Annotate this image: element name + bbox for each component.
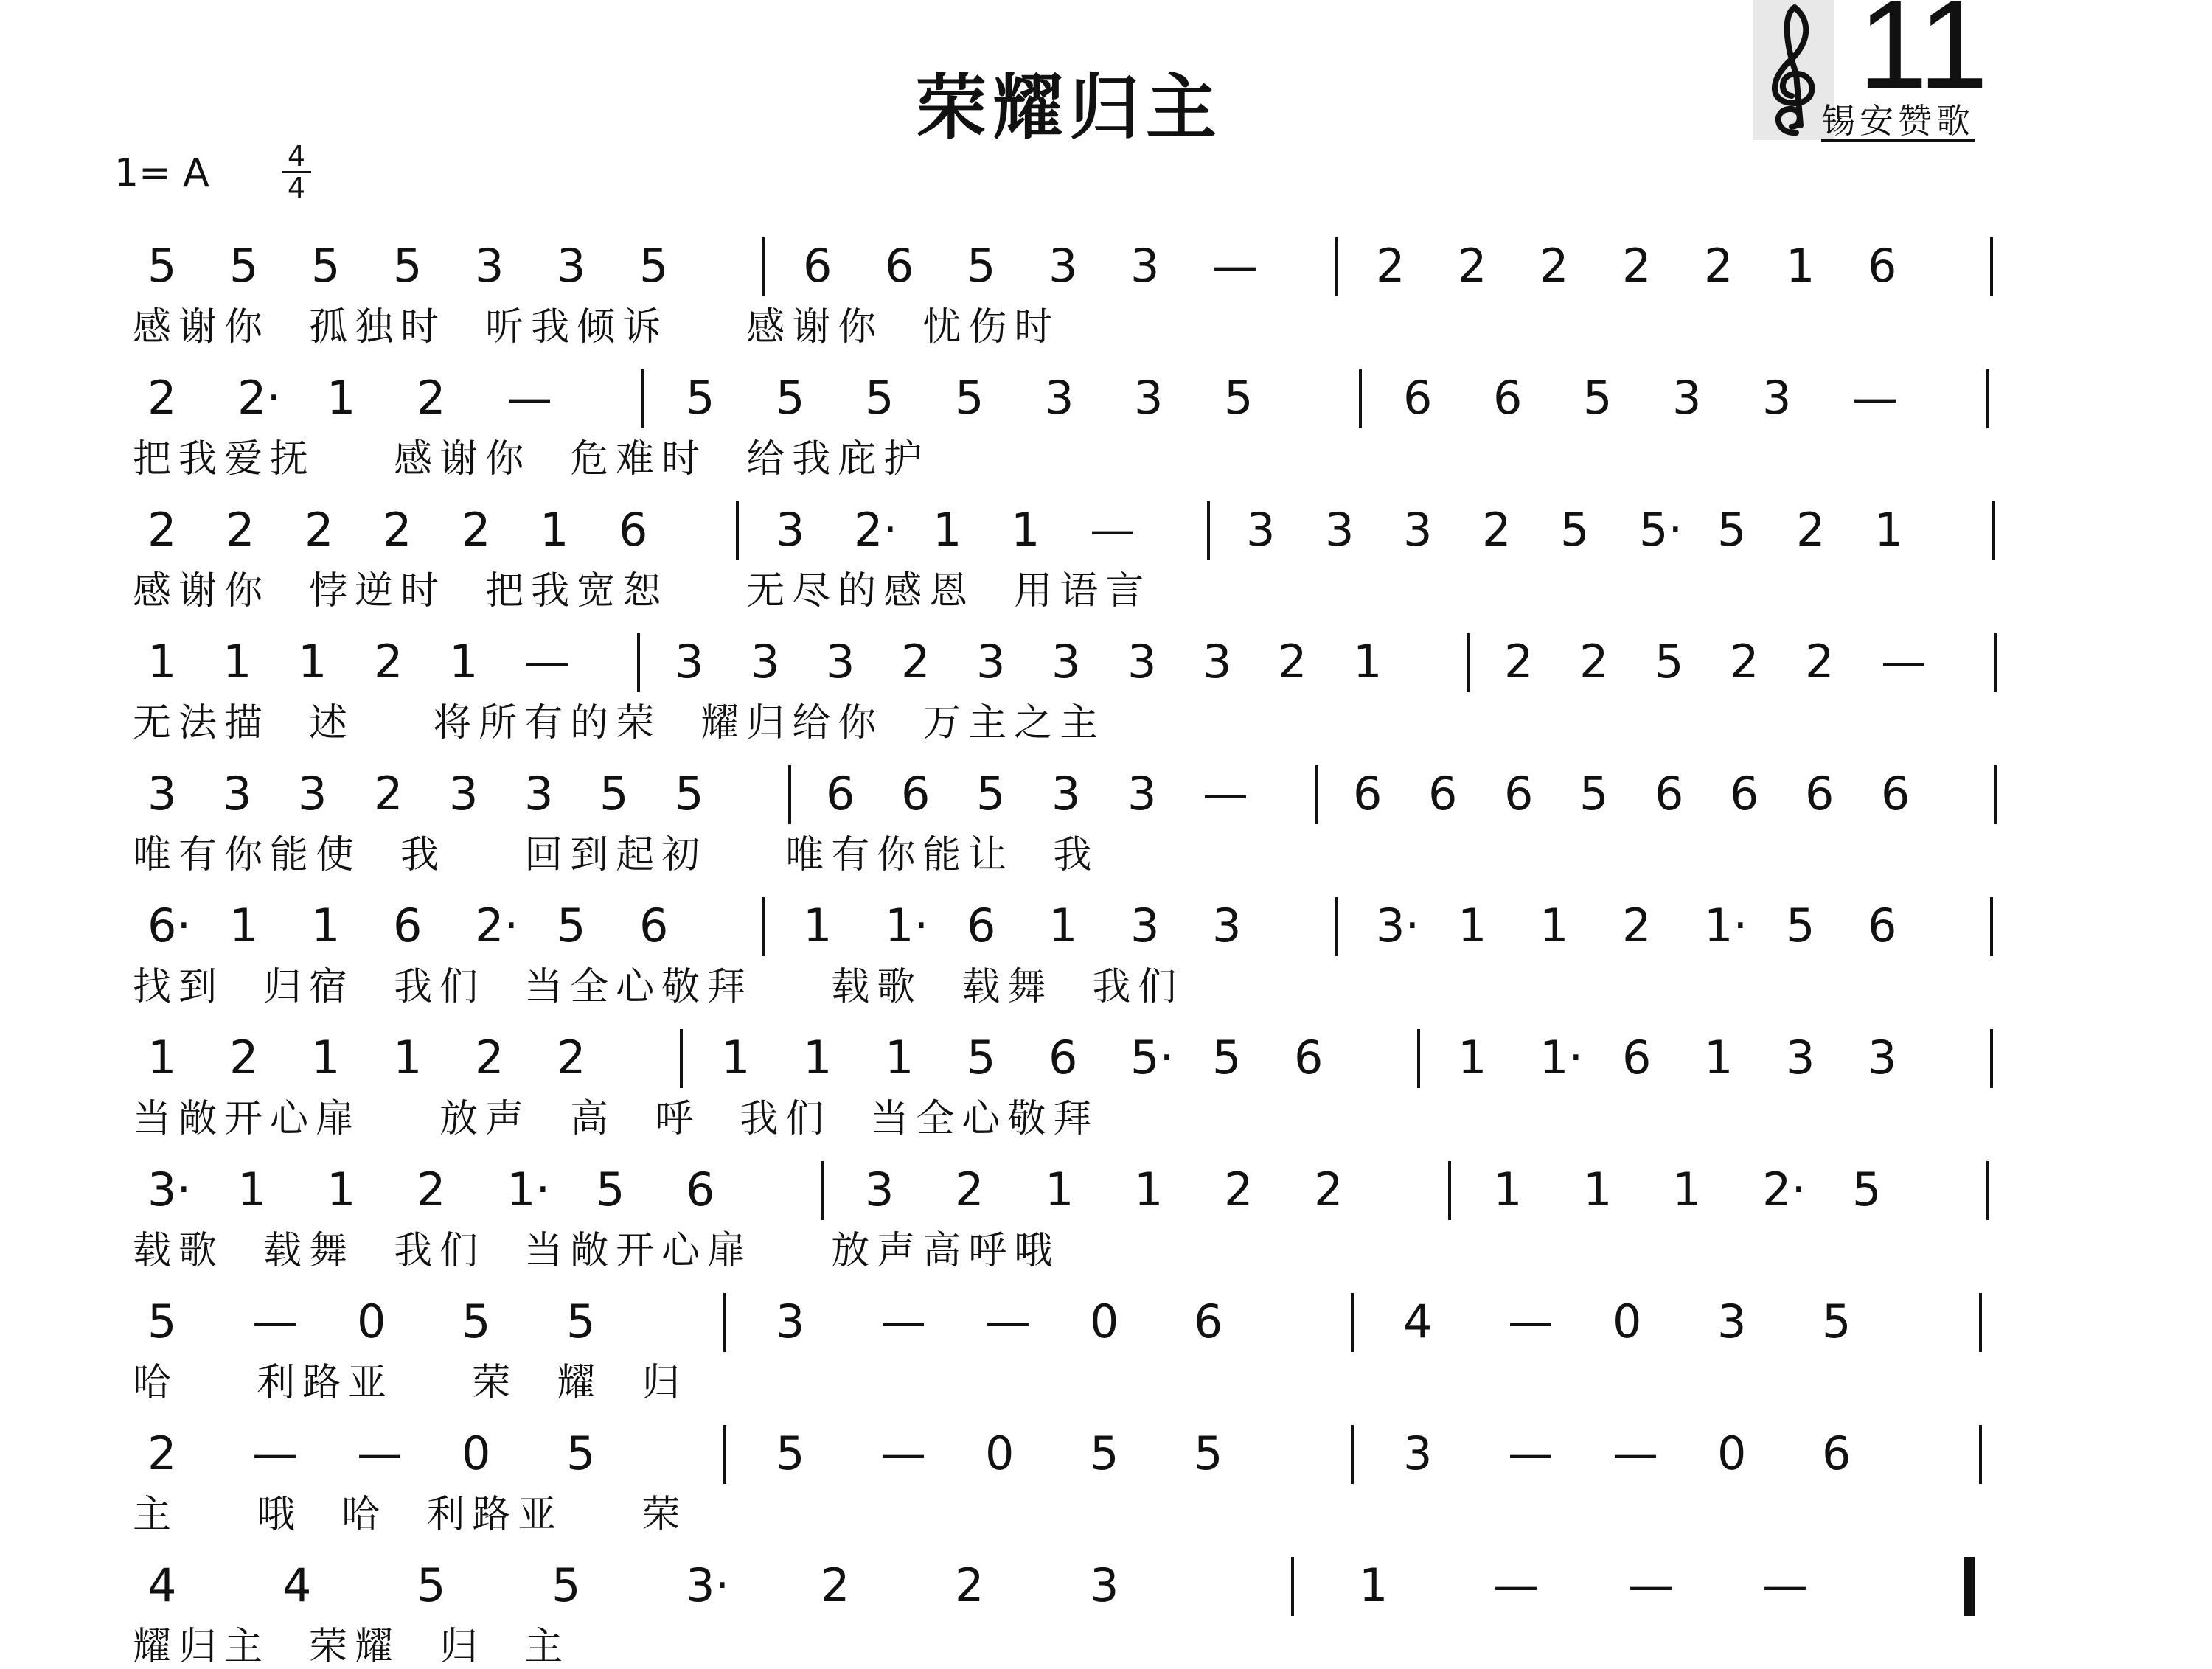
note: 3 <box>1212 899 1242 952</box>
note: 6 <box>1353 767 1382 820</box>
note: 5 <box>1822 1295 1851 1348</box>
note: 1 <box>1704 1031 1733 1084</box>
note: 3 <box>223 767 252 820</box>
note: 5 <box>311 239 341 293</box>
note: 0 <box>462 1426 491 1480</box>
barline <box>1448 1161 1451 1220</box>
note: 2 <box>147 371 177 425</box>
note: 3 <box>1672 371 1702 425</box>
note: 6 <box>1428 767 1458 820</box>
note: 2 <box>147 1426 177 1480</box>
note: 3 <box>449 767 479 820</box>
note: 1· <box>507 1163 551 1216</box>
note: — <box>252 1295 298 1348</box>
lyric-line: 主 哦 哈 利路亚 荣 <box>133 1493 688 1537</box>
note: 1 <box>1786 239 1815 293</box>
note: 5 <box>552 1558 581 1612</box>
note: 2 <box>1458 239 1487 293</box>
note: 1 <box>147 635 177 689</box>
note: 1 <box>1359 1558 1388 1612</box>
note: 5 <box>566 1295 596 1348</box>
note: 2 <box>475 1031 504 1084</box>
note: — <box>1852 371 1898 425</box>
note: 6 <box>1294 1031 1324 1084</box>
note: 5 <box>1579 767 1609 820</box>
note: 2 <box>1730 635 1759 689</box>
lyric-line: 当敞开心扉 放声 高 呼 我们 当全心敬拜 <box>133 1097 1099 1141</box>
note: 2 <box>1482 503 1512 557</box>
note: 2· <box>475 899 519 952</box>
note: 3 <box>1325 503 1354 557</box>
note: 2 <box>1314 1163 1343 1216</box>
note: 6 <box>1493 371 1523 425</box>
time-signature-denominator: 4 <box>287 172 306 204</box>
note: 5 <box>955 371 984 425</box>
note: 1 <box>229 899 259 952</box>
note: 6 <box>803 239 832 293</box>
note: 2 <box>1622 899 1652 952</box>
note: 1 <box>1874 503 1904 557</box>
note: 3 <box>298 767 327 820</box>
note: 6 <box>1622 1031 1652 1084</box>
note: 5 <box>686 371 715 425</box>
barline <box>1351 1293 1354 1352</box>
note: 1 <box>803 1031 832 1084</box>
barline <box>762 237 765 296</box>
key-signature: 1= A <box>114 151 209 195</box>
note: — <box>252 1426 298 1480</box>
note: 2 <box>955 1558 984 1612</box>
note: 2 <box>1805 635 1834 689</box>
note: 5 <box>596 1163 625 1216</box>
barline <box>1990 237 1993 296</box>
note: — <box>1212 239 1258 293</box>
barline <box>1417 1029 1420 1088</box>
note: 5 <box>1560 503 1590 557</box>
note: 1 <box>1045 1163 1074 1216</box>
note: 6· <box>147 899 192 952</box>
note: — <box>1628 1558 1674 1612</box>
note: 2 <box>1504 635 1534 689</box>
note: 3 <box>1090 1558 1119 1612</box>
note: 5 <box>393 239 422 293</box>
barline <box>680 1029 683 1088</box>
note: 2 <box>1540 239 1569 293</box>
note: 3· <box>147 1163 192 1216</box>
lyric-line: 唯有你能使 我 回到起初 唯有你能让 我 <box>133 833 1099 877</box>
note: 3 <box>751 635 780 689</box>
barline <box>1359 369 1362 428</box>
note: 5 <box>417 1558 446 1612</box>
note: 5 <box>1717 503 1747 557</box>
barline <box>1335 897 1338 956</box>
time-signature <box>282 142 311 203</box>
note: 6 <box>1881 767 1910 820</box>
note: 6 <box>885 239 914 293</box>
note: 1 <box>237 1163 267 1216</box>
lyric-line: 感谢你 孤独时 听我倾诉 感谢你 忧伤时 <box>133 305 1060 349</box>
barline <box>1979 1293 1982 1352</box>
note: 5 <box>557 899 586 952</box>
barline <box>821 1161 824 1220</box>
lyric-line: 感谢你 悖逆时 把我宽恕 无尽的感恩 用语言 <box>133 569 1152 613</box>
note: 2 <box>417 371 446 425</box>
note: 2 <box>1376 239 1405 293</box>
note: 5 <box>776 1426 805 1480</box>
note: 1 <box>933 503 962 557</box>
note: 3 <box>675 635 704 689</box>
note: 3 <box>147 767 177 820</box>
note: 5 <box>1212 1031 1242 1084</box>
note: 1· <box>885 899 929 952</box>
song-title: 荣耀归主 <box>916 66 1222 149</box>
note: 3 <box>557 239 586 293</box>
barline <box>1207 501 1210 560</box>
note: 3 <box>1717 1295 1747 1348</box>
note: 3 <box>1130 239 1160 293</box>
note: — <box>880 1295 926 1348</box>
note: 2· <box>1762 1163 1806 1216</box>
barline <box>637 633 640 692</box>
note: 3 <box>1127 635 1157 689</box>
note: 3 <box>1048 239 1078 293</box>
note: 1 <box>885 1031 914 1084</box>
barline <box>1979 1425 1982 1484</box>
note: 2· <box>237 371 282 425</box>
note: 3 <box>1127 767 1157 820</box>
note: 6 <box>967 899 996 952</box>
note: 2 <box>1622 239 1652 293</box>
note: 4 <box>147 1558 177 1612</box>
note: 2 <box>374 767 403 820</box>
note: 5 <box>1194 1426 1223 1480</box>
note: 6 <box>393 899 422 952</box>
barline <box>1351 1425 1354 1484</box>
note: 4 <box>1403 1295 1433 1348</box>
note: 3 <box>776 1295 805 1348</box>
barline <box>723 1293 726 1352</box>
note: 5 <box>566 1426 596 1480</box>
note: 2 <box>557 1031 586 1084</box>
lyric-line: 无法描 述 将所有的荣 耀归给你 万主之主 <box>133 701 1106 745</box>
barline <box>641 369 644 428</box>
note: 1 <box>393 1031 422 1084</box>
note: 6 <box>1504 767 1534 820</box>
note: 3 <box>524 767 554 820</box>
note: 1 <box>1458 1031 1487 1084</box>
note: 3 <box>1203 635 1232 689</box>
note: 1 <box>1672 1163 1702 1216</box>
note: 6 <box>619 503 648 557</box>
note: 1 <box>1583 1163 1613 1216</box>
note: 2 <box>305 503 334 557</box>
barline <box>1986 1161 1989 1220</box>
note: 2 <box>462 503 491 557</box>
note: 5 <box>1786 899 1815 952</box>
note: — <box>1508 1426 1554 1480</box>
barline <box>1315 765 1318 824</box>
note: 5 <box>776 371 805 425</box>
note: 3 <box>1868 1031 1897 1084</box>
note: 5 <box>967 239 996 293</box>
note: 3 <box>475 239 504 293</box>
note: 1 <box>298 635 327 689</box>
note: — <box>507 371 552 425</box>
note: 3 <box>1762 371 1792 425</box>
barline <box>1986 369 1989 428</box>
note: 1 <box>449 635 479 689</box>
note: 5 <box>675 767 704 820</box>
note: 3 <box>1134 371 1164 425</box>
note: — <box>1881 635 1927 689</box>
note: 5 <box>967 1031 996 1084</box>
note: 0 <box>1717 1426 1747 1480</box>
note: 5· <box>1130 1031 1175 1084</box>
note: 2· <box>854 503 898 557</box>
note: 5 <box>462 1295 491 1348</box>
note: — <box>1613 1426 1658 1480</box>
note: 2 <box>1796 503 1826 557</box>
note: 2 <box>417 1163 446 1216</box>
note: 2 <box>226 503 255 557</box>
note: 5· <box>1639 503 1683 557</box>
note: 2 <box>1704 239 1733 293</box>
note: 3· <box>686 1558 730 1612</box>
final-barline <box>1964 1557 1975 1616</box>
note: 3 <box>1246 503 1276 557</box>
barline <box>1990 1029 1993 1088</box>
note: 5 <box>147 1295 177 1348</box>
barline <box>1994 633 1997 692</box>
note: 6 <box>1048 1031 1078 1084</box>
note: 1 <box>1011 503 1040 557</box>
note: 5 <box>1655 635 1684 689</box>
note: 1· <box>1704 899 1748 952</box>
note: 1 <box>1493 1163 1523 1216</box>
barline <box>1992 501 1995 560</box>
note: 2 <box>1224 1163 1253 1216</box>
note: 1 <box>311 899 341 952</box>
lyric-line: 耀归主 荣耀 归 主 <box>133 1625 571 1669</box>
lyric-line: 载歌 载舞 我们 当敞开心扉 放声高呼哦 <box>133 1229 1060 1273</box>
lyric-line: 哈 利路亚 荣 耀 归 <box>133 1361 688 1405</box>
note: 3 <box>1403 1426 1433 1480</box>
note: 1 <box>311 1031 341 1084</box>
barline <box>1291 1557 1294 1616</box>
barline <box>736 501 739 560</box>
note: 3· <box>1376 899 1420 952</box>
note: 5 <box>865 371 894 425</box>
note: — <box>1762 1558 1808 1612</box>
barline <box>723 1425 726 1484</box>
note: 1 <box>721 1031 751 1084</box>
note: 2 <box>383 503 412 557</box>
note: 3 <box>826 635 855 689</box>
note: 2 <box>821 1558 850 1612</box>
note: 5 <box>147 239 177 293</box>
note: 3 <box>1051 767 1081 820</box>
hymnal-name: 锡安赞歌 <box>1821 101 1975 141</box>
note: 6 <box>1730 767 1759 820</box>
time-signature-numerator: 4 <box>282 142 311 173</box>
note: 3 <box>1403 503 1433 557</box>
note: 6 <box>1655 767 1684 820</box>
barline <box>1335 237 1338 296</box>
note: 1 <box>327 371 356 425</box>
note: 1 <box>803 899 832 952</box>
note: 5 <box>1852 1163 1882 1216</box>
note: 5 <box>976 767 1006 820</box>
note: 0 <box>1090 1295 1119 1348</box>
note: 6 <box>1868 239 1897 293</box>
note: 2 <box>147 503 177 557</box>
note: 3 <box>1786 1031 1815 1084</box>
barline <box>1990 897 1993 956</box>
barline <box>1467 633 1470 692</box>
note: 1 <box>327 1163 356 1216</box>
note: 2 <box>955 1163 984 1216</box>
barline <box>1994 765 1997 824</box>
note: 1 <box>1458 899 1487 952</box>
note: 3 <box>865 1163 894 1216</box>
note: — <box>1090 503 1135 557</box>
barline <box>762 897 765 956</box>
note: 5 <box>229 239 259 293</box>
note: — <box>524 635 570 689</box>
note: 5 <box>1090 1426 1119 1480</box>
note: 6 <box>686 1163 715 1216</box>
note: 3 <box>1045 371 1074 425</box>
hymn-number: 11 <box>1858 0 1989 115</box>
note: 6 <box>826 767 855 820</box>
note: — <box>1493 1558 1539 1612</box>
lyric-line: 把我爱抚 感谢你 危难时 给我庇护 <box>133 437 930 481</box>
note: 6 <box>1822 1426 1851 1480</box>
note: 0 <box>1613 1295 1642 1348</box>
note: — <box>985 1295 1031 1348</box>
note: 5 <box>599 767 629 820</box>
note: 5 <box>639 239 669 293</box>
note: 5 <box>1224 371 1253 425</box>
note: 5 <box>1583 371 1613 425</box>
note: 6 <box>1805 767 1834 820</box>
note: 6 <box>1194 1295 1223 1348</box>
note: — <box>1203 767 1248 820</box>
note: 2 <box>1278 635 1307 689</box>
note: — <box>357 1426 403 1480</box>
note: — <box>1508 1295 1554 1348</box>
note: 3 <box>976 635 1006 689</box>
note: 6 <box>901 767 931 820</box>
note: 1 <box>540 503 569 557</box>
barline <box>788 765 791 824</box>
note: 1 <box>1134 1163 1164 1216</box>
note: 3 <box>776 503 805 557</box>
note: 3 <box>1130 899 1160 952</box>
note: 2 <box>901 635 931 689</box>
note: — <box>880 1426 926 1480</box>
note: 0 <box>357 1295 386 1348</box>
note: 1 <box>223 635 252 689</box>
note: 6 <box>1868 899 1897 952</box>
note: 3 <box>1051 635 1081 689</box>
note: 6 <box>1403 371 1433 425</box>
note: 2 <box>229 1031 259 1084</box>
note: 2 <box>374 635 403 689</box>
note: 1 <box>1353 635 1382 689</box>
note: 1· <box>1540 1031 1584 1084</box>
lyric-line: 找到 归宿 我们 当全心敬拜 载歌 载舞 我们 <box>133 965 1184 1009</box>
note: 4 <box>282 1558 312 1612</box>
note: 0 <box>985 1426 1015 1480</box>
note: 1 <box>147 1031 177 1084</box>
note: 2 <box>1579 635 1609 689</box>
note: 6 <box>639 899 669 952</box>
note: 1 <box>1540 899 1569 952</box>
note: 1 <box>1048 899 1078 952</box>
